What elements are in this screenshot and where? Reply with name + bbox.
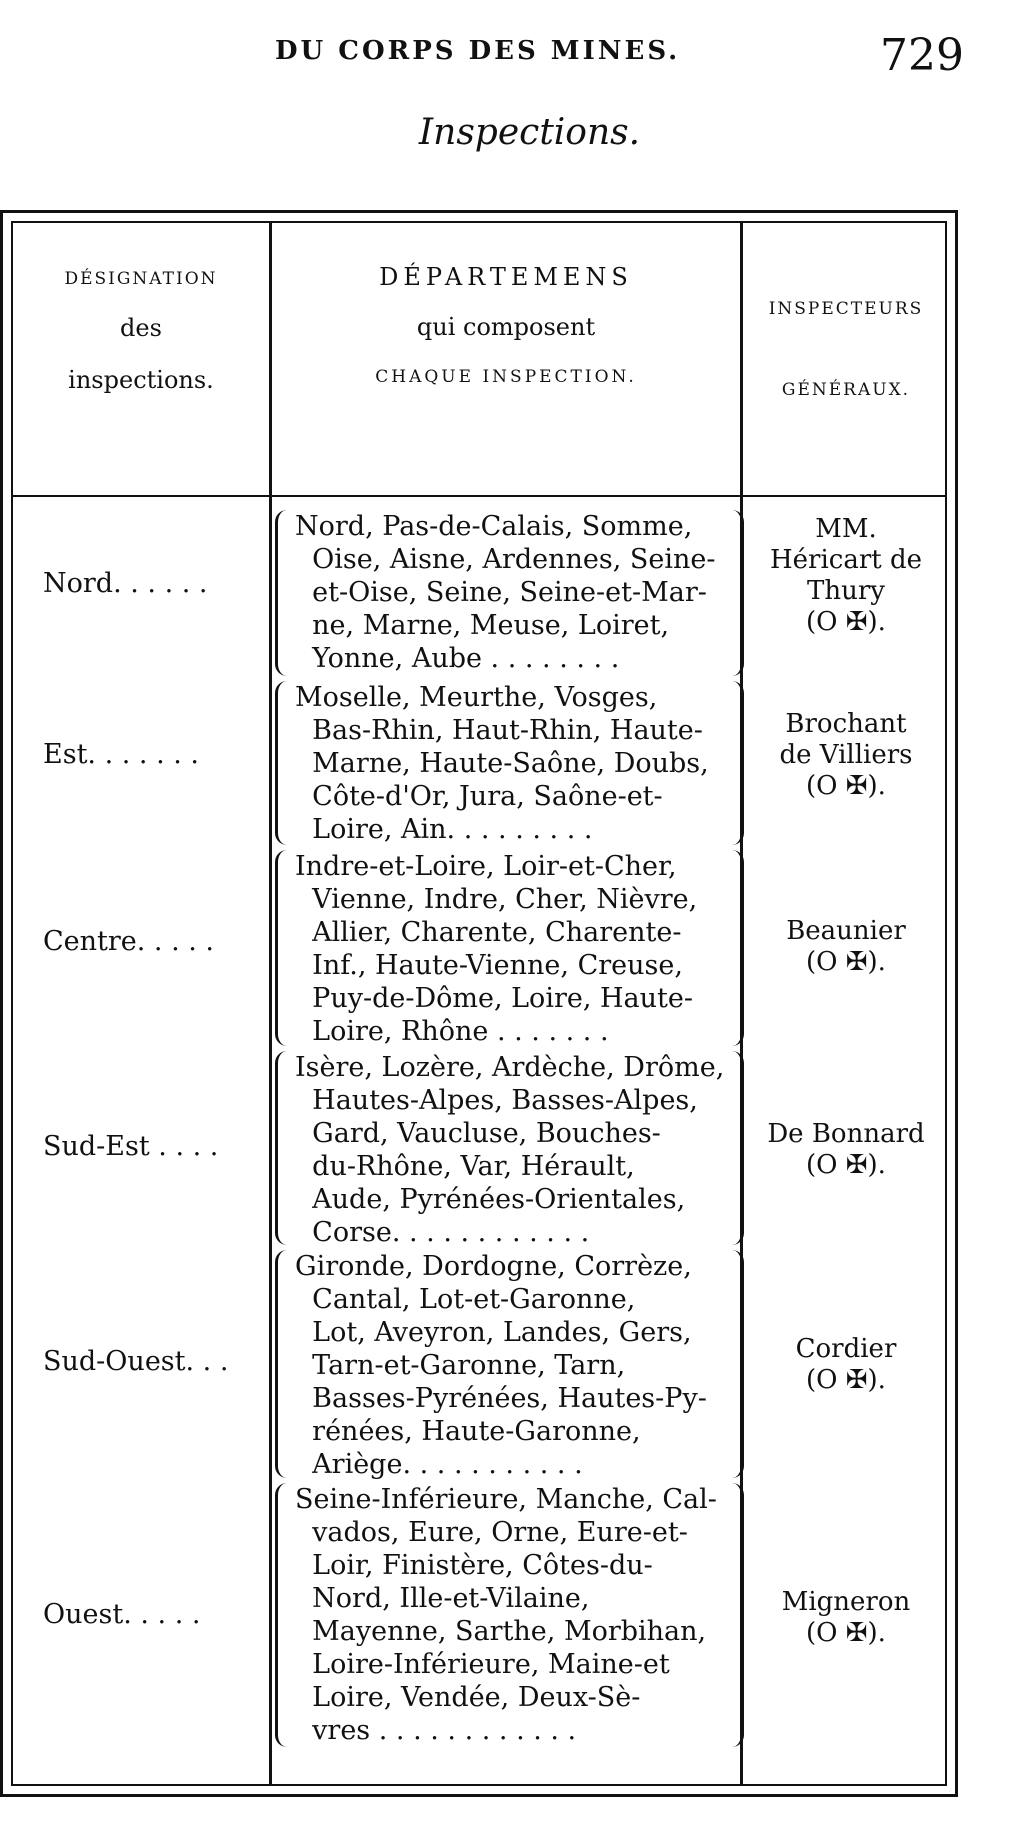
inspector-name xyxy=(743,1587,949,1649)
header-departments xyxy=(272,265,740,386)
inspector-line: Héricart de xyxy=(769,545,923,575)
header-departments-line: qui composent xyxy=(416,313,596,341)
header-inspectors xyxy=(743,301,949,399)
page-number: 729 xyxy=(880,30,964,81)
inspector-line: Cordier xyxy=(795,1334,897,1364)
table-row xyxy=(13,508,945,678)
header-designation xyxy=(13,271,269,392)
inspector-name xyxy=(743,1334,949,1396)
running-title: DU CORPS DES MINES. xyxy=(275,36,681,66)
inspection-departments: Gironde, Dordogne, Corrèze, Cantal, Lot-et-Garonne, Lot, Aveyron, Landes, Gers, Tarn-et-Garonne, Tarn, Basses-Pyrénées, Hautes-Py- rénées, Haute-Garonne, Ariège. . . . . . . . . . . xyxy=(295,1251,707,1480)
left-brace xyxy=(275,1250,290,1478)
right-brace xyxy=(729,1051,744,1245)
inspector-line: Thury xyxy=(807,576,885,606)
header-designation-line: inspections. xyxy=(68,366,214,394)
inspection-departments: Nord, Pas-de-Calais, Somme, Oise, Aisne, Ardennes, Seine- et-Oise, Seine, Seine-et-Mar- ne, Marne, Meuse, Loiret, Yonne, Aube . . . . . . . . xyxy=(295,511,716,674)
inspector-name xyxy=(743,916,949,978)
inspections-table xyxy=(0,210,958,1797)
inspection-name: Ouest. . . . . xyxy=(43,1599,201,1630)
left-brace xyxy=(275,681,290,845)
right-brace xyxy=(729,850,744,1046)
running-head xyxy=(0,30,1019,90)
table-row xyxy=(13,848,945,1048)
header-designation-line: DÉSIGNATION xyxy=(64,269,218,289)
table-row xyxy=(13,1481,945,1749)
inspection-name: Centre. . . . . xyxy=(43,926,215,957)
inspector-line: Migneron xyxy=(781,1587,911,1617)
table-row xyxy=(13,1248,945,1480)
table-row xyxy=(13,1049,945,1247)
inspector-line: (O ✠). xyxy=(806,947,886,977)
inspector-name xyxy=(743,1119,949,1181)
left-brace xyxy=(275,510,290,676)
inspector-line: Brochant xyxy=(785,709,907,739)
inspector-line: De Bonnard xyxy=(767,1119,925,1149)
inspection-name: Sud-Ouest. . . xyxy=(43,1346,229,1377)
header-inspectors-line: GÉNÉRAUX. xyxy=(781,380,911,400)
inspector-line: Beaunier xyxy=(786,916,906,946)
header-divider xyxy=(13,495,945,497)
table-inner-border xyxy=(11,221,947,1786)
inspector-line: (O ✠). xyxy=(806,771,886,801)
inspection-name: Nord. . . . . . xyxy=(43,568,208,599)
inspection-name: Sud-Est . . . . xyxy=(43,1131,219,1162)
inspector-line: (O ✠). xyxy=(806,607,886,637)
inspector-line: (O ✠). xyxy=(806,1618,886,1648)
inspection-departments: Seine-Inférieure, Manche, Cal- vados, Eure, Orne, Eure-et- Loir, Finistère, Côtes-du- Nord, Ille-et-Vilaine, Mayenne, Sarthe, Morbihan, Loire-Inférieure, Maine-et Loire, Vendée, Deux-Sè- vres . . . . . . . . . . . . xyxy=(295,1484,717,1746)
section-title: Inspections. xyxy=(418,112,641,153)
right-brace xyxy=(729,1250,744,1478)
right-brace xyxy=(729,510,744,676)
right-brace xyxy=(729,1483,744,1747)
inspection-name: Est. . . . . . . xyxy=(43,739,199,770)
left-brace xyxy=(275,850,290,1046)
table-row xyxy=(13,679,945,847)
inspection-departments: Isère, Lozère, Ardèche, Drôme, Hautes-Alpes, Basses-Alpes, Gard, Vaucluse, Bouches- du-Rhône, Var, Hérault, Aude, Pyrénées-Orientales, Corse. . . . . . . . . . . . xyxy=(295,1052,725,1248)
inspector-name xyxy=(743,514,949,638)
right-brace xyxy=(729,681,744,845)
inspector-line: MM. xyxy=(815,514,877,544)
left-brace xyxy=(275,1483,290,1747)
inspection-departments: Moselle, Meurthe, Vosges, Bas-Rhin, Haut-Rhin, Haute- Marne, Haute-Saône, Doubs, Côte-d'Or, Jura, Saône-et- Loire, Ain. . . . . . . . . xyxy=(295,682,709,845)
left-brace xyxy=(275,1051,290,1245)
inspector-name xyxy=(743,709,949,802)
header-departments-line: DÉPARTEMENS xyxy=(379,263,633,291)
header-departments-line: CHAQUE INSPECTION. xyxy=(375,367,637,387)
header-designation-line: des xyxy=(120,314,162,342)
inspector-line: de Villiers xyxy=(779,740,913,770)
inspector-line: (O ✠). xyxy=(806,1365,886,1395)
header-inspectors-line: INSPECTEURS xyxy=(768,299,924,319)
inspection-departments: Indre-et-Loire, Loir-et-Cher, Vienne, Indre, Cher, Nièvre, Allier, Charente, Charente- Inf., Haute-Vienne, Creuse, Puy-de-Dôme, Loire, Haute- Loire, Rhône . . . . . . . xyxy=(295,851,698,1047)
inspector-line: (O ✠). xyxy=(806,1150,886,1180)
